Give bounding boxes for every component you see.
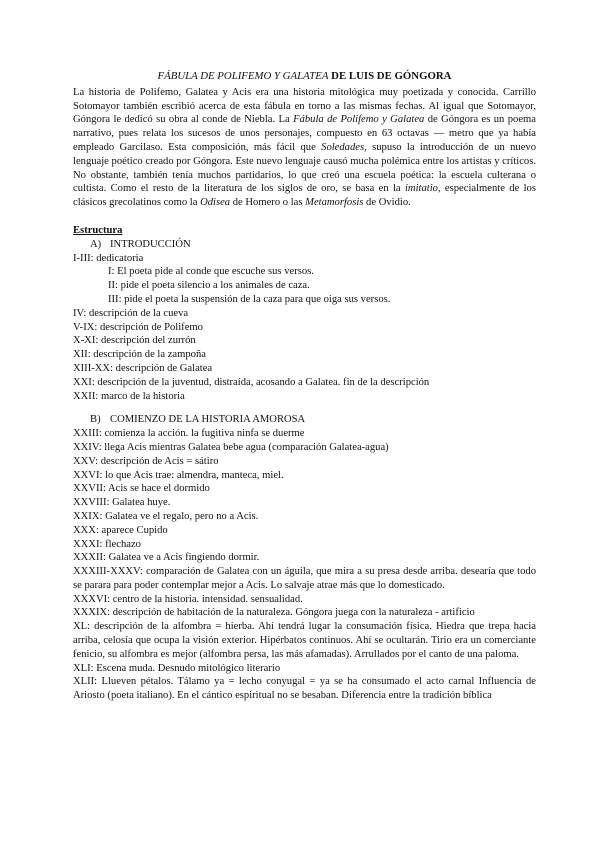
sub-list-item: I: El poeta pide al conde que escuche sus versos. xyxy=(108,266,314,278)
list-item: XIII-XX: descripción de Galatea xyxy=(73,362,213,374)
intro-text-6: de Ovidio. xyxy=(363,197,411,209)
list-item: XXIII: comienza la acción. la fugitiva ninfa se duerme xyxy=(73,428,305,440)
sub-list-item: III: pide el poeta la suspensión de la caza para que oiga sus versos. xyxy=(108,293,391,305)
list-item: XL: descripción de la alfombra = hierba. Ahí tendrá lugar la consumación física. Hiedra que trepa hacia arriba, celosía que ocupa la visión exterior. Hipérbatos continuos. Ahí se ocultarán. Tirio era un comerciante fenicio, su alfombra es mejor (alfombra persa, las más afamadas). Arrullados por el canto de una paloma. xyxy=(73,621,536,660)
section-a-title: INTRODUCCIÓN xyxy=(110,238,191,250)
list-item: V-IX: descripción de Polifemo xyxy=(73,321,203,333)
list-item: IV: descripción de la cueva xyxy=(73,307,189,319)
estructura-heading: Estructura xyxy=(73,224,123,236)
section-b-letter: B) xyxy=(90,414,101,426)
list-item: XXX: aparece Cupido xyxy=(73,524,168,536)
intro-text-2: de Góngora es un poema narrativo, pues relata los sucesos de unos personajes, compuesto en 63 octavas — metro que ya había empleado Garcilaso. Esta composición, más fácil que xyxy=(73,114,536,153)
list-item: XXII: marco de la historia xyxy=(73,390,185,402)
section-a-heading xyxy=(90,238,536,252)
document-title xyxy=(73,70,536,84)
list-item: XLII: Llueven pétalos. Tálamo ya = lecho conyugal = ya se ha consumado el acto carnal Influencia de Ariosto (poeta italiano). En el cántico espiritual no se besaban. Diferencia entre la tradición bíblica xyxy=(73,676,536,702)
intro-italic-1: Fábula de Polifemo y Galatea xyxy=(293,114,425,126)
intro-text-5: de Homero o las xyxy=(230,197,306,209)
list-item: XXXII: Galatea ve a Acis fingiendo dormir. xyxy=(73,552,260,564)
intro-text-4: especialmente de los clásicos grecolatinos como la xyxy=(73,183,536,209)
list-item: XII: descripción de la zampoña xyxy=(73,349,206,361)
intro-italic-3: imitatio, xyxy=(404,183,441,195)
list-item: XXV: descripción de Acis = sátiro xyxy=(73,455,219,467)
list-item: X-XI: descripción del zurrón xyxy=(73,335,196,347)
section-b-title: COMIENZO DE LA HISTORIA AMOROSA xyxy=(110,414,306,426)
list-item: XXVIII: Galatea huye. xyxy=(73,497,171,509)
intro-text-3: supuso la introducción de un nuevo lenguaje poético creado por Góngora. Este nuevo lenguaje causó mucha polémica entre los artistas y críticos. No obstante, también tenía muchos partidarios, lo que creó una escuela poética: la escuela culterana o cultista. Como el resto de la literatura de los siglos de oro, se basa en la xyxy=(73,141,536,195)
list-item: XXVI: lo que Acis trae: almendra, manteca, miel. xyxy=(73,469,284,481)
list-item: XXXIX: descripción de habitación de la naturaleza. Góngora juega con la naturaleza - artificio xyxy=(73,607,475,619)
spacer xyxy=(73,403,536,413)
intro-text-1: La historia de Polifemo, Galatea y Acis era una historia mitológica muy poetizada y conocida. Carrillo Sotomayor también escribió acerca de esta fábula en torno a las mismas fechas. Al igual que Sotomayor, Góngora le dedicó su obra al conde de Niebla. La xyxy=(73,86,536,126)
intro-italic-4: Odisea xyxy=(200,197,231,209)
intro-paragraph xyxy=(73,86,536,210)
list-item: I-III: dedicatoria xyxy=(73,252,144,264)
section-a-letter: A) xyxy=(90,238,102,250)
list-item: XXVII: Acis se hace el dormido xyxy=(73,483,210,495)
list-item: XXI: descripción de la juventud, distraída, acosando a Galatea. fin de la descripción xyxy=(73,376,430,388)
list-item: XXIX: Galatea ve el regalo, pero no a Acis. xyxy=(73,510,259,522)
title-italic: FÁBULA DE POLIFEMO Y GALATEA xyxy=(157,70,329,82)
list-item: XXIV: llega Acis mientras Galatea bebe agua (comparación Galatea-agua) xyxy=(73,441,389,453)
intro-italic-5: Metamorfosis xyxy=(305,197,364,209)
list-item: XLI: Escena muda. Desnudo mitológico literario xyxy=(73,662,281,674)
list-item: XXXI: flechazo xyxy=(73,538,141,550)
list-item: XXXIII-XXXV: comparación de Galatea con un águila, que mira a su presa desde arriba. desearía que todo se parara para poder contemplar mejor a Acis. Lo salvaje atrae más que lo domesticado. xyxy=(73,566,536,591)
section-b-heading xyxy=(90,413,536,427)
intro-italic-2: Soledades, xyxy=(321,141,367,153)
sub-list-item: II: pide el poeta silencio a los animales de caza. xyxy=(108,280,310,292)
list-item: XXXVI: centro de la historia. intensidad. sensualidad. xyxy=(73,593,303,605)
title-author: DE LUIS DE GÓNGORA xyxy=(328,70,452,82)
